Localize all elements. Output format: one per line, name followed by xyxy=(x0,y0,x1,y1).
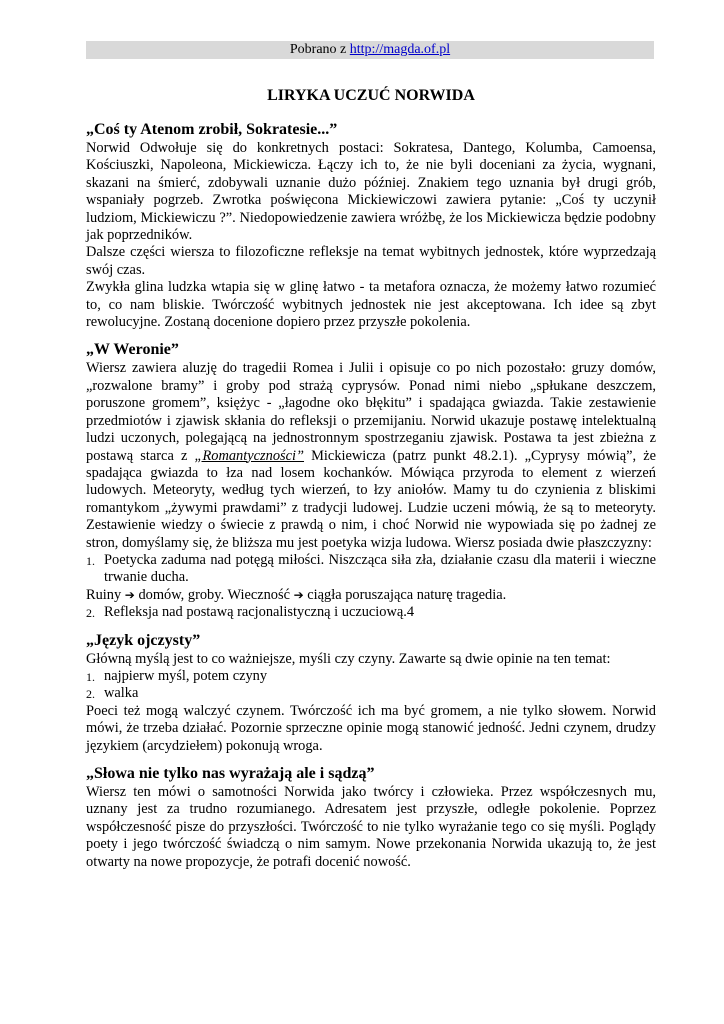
numbered-list xyxy=(86,604,656,621)
section-jezyk-ojczysty xyxy=(86,631,656,755)
paragraph: Główną myślą jest to co ważniejsze, myśli czy czyny. Zawarte są dwie opinie na ten temat: xyxy=(86,650,611,667)
list-item xyxy=(86,552,656,587)
paragraph: Norwid Odwołuje się do konkretnych postaci: Sokratesa, Dantego, Kolumba, Camoensa, Kościuszki, Napoleona, Mickiewicza. Łączy ich to, że nie byli doceniani za życia, wygnani, skazani na śmierć, zdobywali uznanie dużo później. Znakiem tego uznania był drugi grób, wspaniały pogrzeb. Zwrotka poświęcona Mickiewiczowi zawiera pytanie: „Coś ty uczynił ludziom, Mickiewiczu ?”. Niedopowiedzenie zawiera wróżbę, że los Mickiewicza będzie podobny jak poprzedników. xyxy=(86,140,656,244)
paragraph-ruiny xyxy=(86,587,656,604)
paragraph xyxy=(86,360,656,551)
paragraph-text: Mickiewicza (patrz punkt 48.2.1). „Cyprysy mówią”, że spadająca gwiazda to łza nad losem kochanków. Mówiąca przyroda to element z wierzeń ludowych. Meteoryty, według tych wierzeń, to łzy aniołów. Mamy tu do czynienia z bliskimi romantykom „żywymi prawdami” z tradycji ludowej. Ludzie uczeni mówią, że są to meteoryty. Zestawienie wiedzy o świecie z prawdą o nim, i choć Norwid nie wypowiada się po żadnej ze stron, domyślamy się, że bliższa mu jest poetyka wizja ludowa. Wiersz posiada dwie płaszczyzny: xyxy=(86,447,656,551)
list-item xyxy=(86,668,656,685)
section-heading: „Coś ty Atenom zrobił, Sokratesie...” xyxy=(86,121,338,138)
romantycznosci-link[interactable]: „Romantyczności” xyxy=(194,447,305,464)
paragraph: Poeci też mogą walczyć czynem. Twórczość ich ma być gromem, a nie tylko słowem. Norwid mówi, że trzeba działać. Pozornie sprzeczne opinie mogą stanowić jedność. Jedni czynem, drudzy językiem (arcydziełem) pokonują wroga. xyxy=(86,702,656,754)
list-item-text: walka xyxy=(104,685,139,702)
section-heading: „Język ojczysty” xyxy=(86,631,201,649)
list-item xyxy=(86,685,656,702)
list-number: 1. xyxy=(86,553,95,568)
list-item-text: najpierw myśl, potem czyny xyxy=(104,667,268,684)
section-heading: „Słowa nie tylko nas wyrażają ale i sądzą” xyxy=(86,765,375,782)
ruiny-text: ciągła poruszająca naturę tragedia. xyxy=(303,586,507,603)
source-prefix: Pobrano z xyxy=(289,42,350,57)
list-number: 1. xyxy=(86,669,95,684)
download-source-bar xyxy=(86,41,654,59)
list-item-text: Refleksja nad postawą racjonalistyczną i uczuciową.4 xyxy=(104,604,415,621)
list-item xyxy=(86,604,656,621)
ruiny-text: Ruiny xyxy=(86,586,125,603)
list-number: 2. xyxy=(86,687,95,702)
paragraph: Dalsze części wiersza to filozoficzne refleksje na temat wybitnych jednostek, które wyprzedzają swój czas. xyxy=(86,244,656,278)
numbered-list xyxy=(86,552,656,587)
paragraph: Zwykła glina ludzka wtapia się w glinę łatwo - ta metafora oznacza, że możemy łatwo rozumieć to, co nam bliskie. Twórczość wybitnych jednostek nie jest akceptowana. Ich idee są zbyt rewolucyjne. Zostaną docenione dopiero przez przyszłe pokolenia. xyxy=(86,279,656,331)
paragraph-text: Wiersz zawiera aluzję do tragedii Romea i Julii i opisuje co po nich pozostało: gruzy domów, „rozwalone bramy” i groby pod strażą cyprysów. Ponad nimi niebo „spłukane deszczem, poruszone gromem”, księżyc - „łagodne oko błękitu” i spadająca gwiazda. Takie zestawienie przedmiotów i zjawisk skłania do refleksji o przemijaniu. Norwid ukazuje postawę intelektualną ludzi uczonych, polegającą na jednostronnym spostrzeganiu zjawisk. Postawa ta jest zbieżna z postawą starca z xyxy=(86,360,656,464)
document-content xyxy=(86,86,656,880)
section-w-weronie xyxy=(86,340,656,621)
source-link[interactable]: http://magda.of.pl xyxy=(349,42,451,57)
section-atenom xyxy=(86,120,656,331)
section-heading: „W Weronie” xyxy=(86,341,179,359)
ruiny-text: domów, groby. Wieczność xyxy=(134,586,294,603)
numbered-list xyxy=(86,668,656,703)
arrow-right-icon: ➔ xyxy=(124,587,135,602)
list-item-text: Poetycka zaduma nad potęgą miłości. Niszcząca siła zła, działanie czasu dla materii i wieczne trwanie ducha. xyxy=(104,551,656,586)
section-slowa xyxy=(86,764,656,871)
paragraph: Wiersz ten mówi o samotności Norwida jako twórcy i człowieka. Przez współczesnych mu, uznany jest za trudno rozumianego. Adresatem jest przyszłe, odległe pokolenie. Poprzez współczesność pisze do przyszłości. Twórczość to nie tylko wyrażanie tego co się myśli. Poglądy poety i jego twórczość świadczą o nim samym. Nowe przekonania Norwida ukazują to, że jest otwarty na nowe propozycje, że potrafi docenić nowość. xyxy=(86,784,656,870)
list-number: 2. xyxy=(86,606,95,621)
document-title: LIRYKA UCZUĆ NORWIDA xyxy=(267,87,475,104)
arrow-right-icon: ➔ xyxy=(293,587,304,602)
